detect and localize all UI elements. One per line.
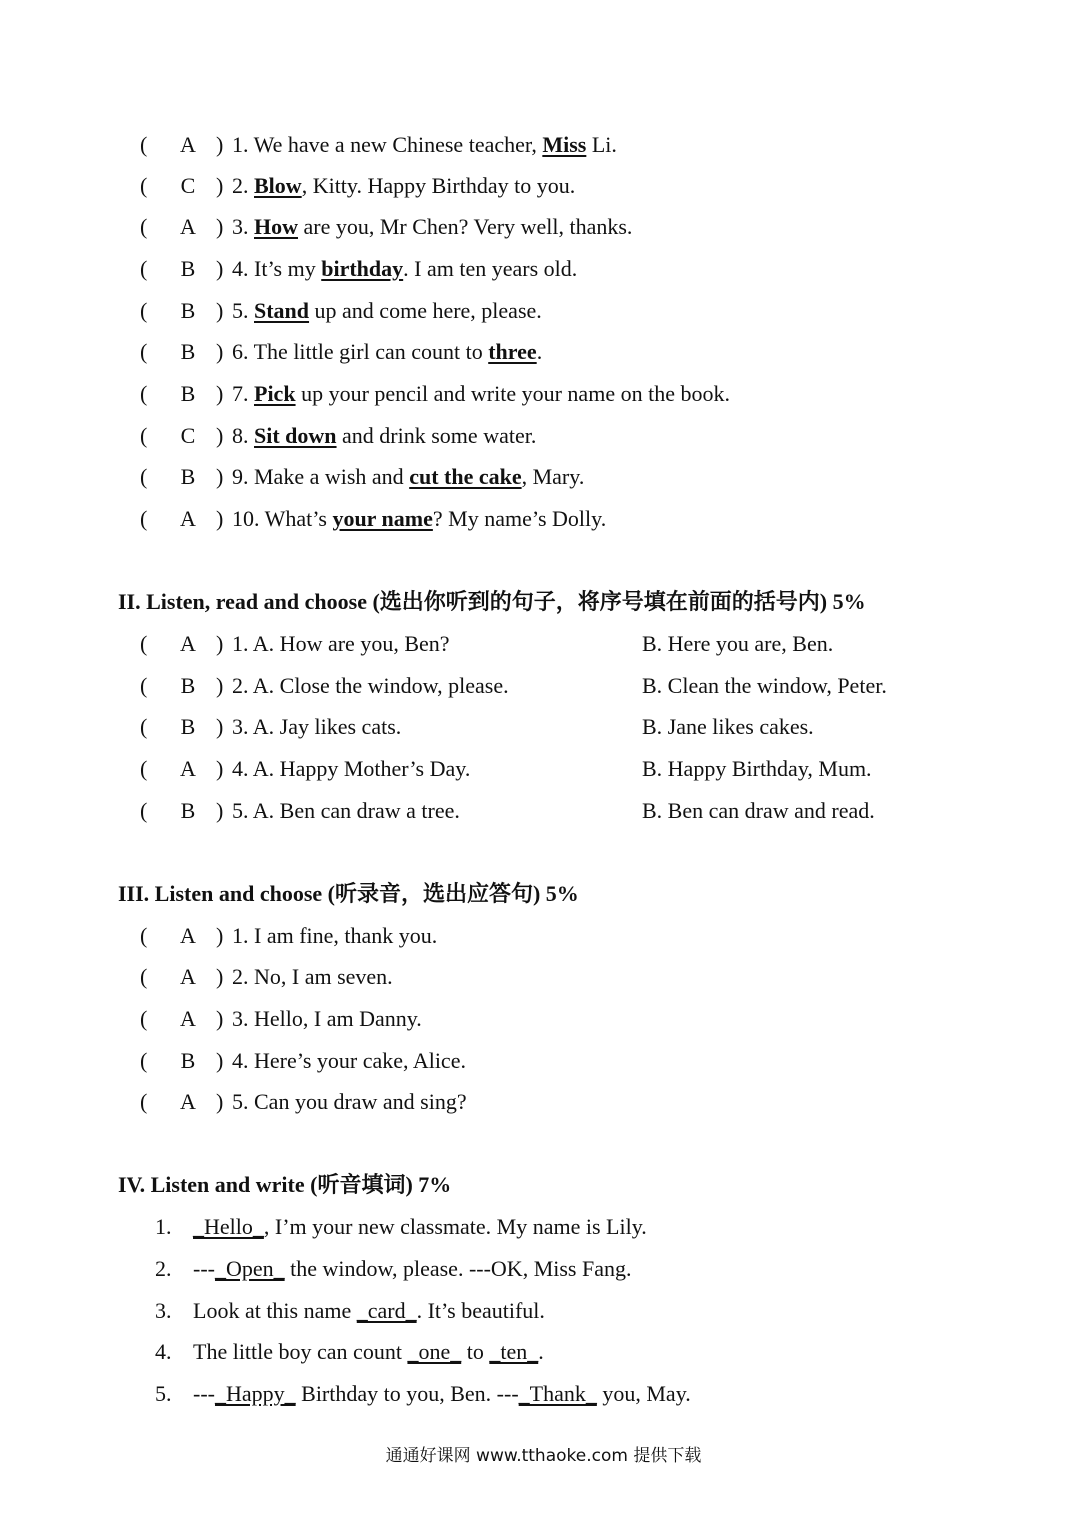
close-paren: ) — [216, 423, 224, 448]
filled-blank: _Hello_ — [193, 1214, 264, 1239]
key-word: How — [254, 214, 298, 239]
fill-sentence: ---_Open_ the window, please. ---OK, Miss Fang. — [193, 1256, 632, 1281]
question-text: 1. We have a new Chinese teacher, Miss Li. — [232, 132, 617, 157]
answer: A — [180, 214, 196, 239]
question-text: 9. Make a wish and cut the cake, Mary. — [232, 464, 585, 489]
close-paren: ) — [216, 964, 224, 989]
item-number: 1. — [155, 1214, 172, 1239]
item-number: 5. — [155, 1381, 172, 1406]
open-paren: ( — [140, 464, 148, 489]
close-paren: ) — [216, 214, 224, 239]
open-paren: ( — [140, 1089, 148, 1114]
close-paren: ) — [216, 923, 224, 948]
open-paren: ( — [140, 1048, 148, 1073]
open-paren: ( — [140, 423, 148, 448]
close-paren: ) — [216, 714, 224, 739]
answer: B — [180, 1048, 196, 1073]
key-word: cut the cake — [409, 464, 522, 489]
question-text: 4. It’s my birthday. I am ten years old. — [232, 256, 578, 281]
open-paren: ( — [140, 923, 148, 948]
option-a: 4. A. Happy Mother’s Day. — [232, 756, 471, 781]
question-text: 3. How are you, Mr Chen? Very well, thanks. — [232, 214, 633, 239]
answer: A — [180, 506, 196, 531]
page-footer: 通通好课网 www.tthaoke.com 提供下载 — [385, 1446, 702, 1466]
answer: C — [180, 423, 196, 448]
option-b: B. Jane likes cakes. — [642, 714, 814, 739]
answer: B — [180, 464, 196, 489]
section-4-heading: IV. Listen and write (听音填词) 7% — [118, 1172, 452, 1197]
answer: B — [180, 339, 196, 364]
key-word: Miss — [542, 132, 587, 157]
open-paren: ( — [140, 256, 148, 281]
question-text: 5. Stand up and come here, please. — [232, 298, 542, 323]
open-paren: ( — [140, 714, 148, 739]
answer: A — [180, 923, 196, 948]
answer: A — [180, 1006, 196, 1031]
question-text: 6. The little girl can count to three. — [232, 339, 543, 364]
option-a: 1. A. How are you, Ben? — [232, 631, 450, 656]
item-number: 4. — [155, 1339, 172, 1364]
close-paren: ) — [216, 132, 224, 157]
answer: B — [180, 673, 196, 698]
filled-blank: _card_ — [356, 1298, 417, 1323]
key-word: Stand — [254, 298, 310, 323]
key-word: Pick — [254, 381, 296, 406]
fill-sentence: Look at this name _card_. It’s beautiful. — [193, 1298, 545, 1323]
close-paren: ) — [216, 1006, 224, 1031]
answer: B — [180, 798, 196, 823]
answer: A — [180, 631, 196, 656]
close-paren: ) — [216, 464, 224, 489]
close-paren: ) — [216, 631, 224, 656]
open-paren: ( — [140, 298, 148, 323]
close-paren: ) — [216, 756, 224, 781]
open-paren: ( — [140, 673, 148, 698]
answer: A — [180, 1089, 196, 1114]
key-word: Sit down — [254, 423, 337, 448]
question-text: 8. Sit down and drink some water. — [232, 423, 537, 448]
answer: B — [180, 381, 196, 406]
close-paren: ) — [216, 173, 224, 198]
open-paren: ( — [140, 214, 148, 239]
open-paren: ( — [140, 798, 148, 823]
response-text: 5. Can you draw and sing? — [232, 1089, 467, 1114]
key-word: Blow — [254, 173, 302, 198]
question-text: 2. Blow, Kitty. Happy Birthday to you. — [232, 173, 576, 198]
question-text: 7. Pick up your pencil and write your name on the book. — [232, 381, 730, 406]
answer: B — [180, 714, 196, 739]
answer: A — [180, 132, 196, 157]
option-a: 5. A. Ben can draw a tree. — [232, 798, 460, 823]
response-text: 3. Hello, I am Danny. — [232, 1006, 422, 1031]
response-text: 2. No, I am seven. — [232, 964, 393, 989]
close-paren: ) — [216, 1089, 224, 1114]
question-text: 10. What’s your name? My name’s Dolly. — [232, 506, 607, 531]
item-number: 2. — [155, 1256, 172, 1281]
filled-blank: _one_ — [407, 1339, 462, 1364]
answer: A — [180, 756, 196, 781]
close-paren: ) — [216, 506, 224, 531]
open-paren: ( — [140, 631, 148, 656]
response-text: 4. Here’s your cake, Alice. — [232, 1048, 466, 1073]
close-paren: ) — [216, 298, 224, 323]
open-paren: ( — [140, 339, 148, 364]
close-paren: ) — [216, 1048, 224, 1073]
answer: C — [180, 173, 196, 198]
filled-blank: _Open_ — [214, 1256, 285, 1281]
open-paren: ( — [140, 1006, 148, 1031]
key-word: birthday — [321, 256, 404, 281]
option-a: 3. A. Jay likes cats. — [232, 714, 402, 739]
open-paren: ( — [140, 756, 148, 781]
open-paren: ( — [140, 964, 148, 989]
key-word: your name — [332, 506, 433, 531]
close-paren: ) — [216, 673, 224, 698]
open-paren: ( — [140, 132, 148, 157]
option-b: B. Here you are, Ben. — [642, 631, 834, 656]
answer: B — [180, 298, 196, 323]
answer: A — [180, 964, 196, 989]
filled-blank: _ten_ — [489, 1339, 539, 1364]
option-b: B. Ben can draw and read. — [642, 798, 875, 823]
close-paren: ) — [216, 339, 224, 364]
close-paren: ) — [216, 798, 224, 823]
fill-sentence: _Hello_, I’m your new classmate. My name is Lily. — [193, 1214, 647, 1239]
response-text: 1. I am fine, thank you. — [232, 923, 438, 948]
section-3-heading: III. Listen and choose (听录音，选出应答句) 5% — [118, 881, 579, 906]
filled-blank: _Happy_ — [214, 1381, 296, 1406]
option-a: 2. A. Close the window, please. — [232, 673, 509, 698]
item-number: 3. — [155, 1298, 172, 1323]
open-paren: ( — [140, 381, 148, 406]
filled-blank: _Thank_ — [518, 1381, 597, 1406]
close-paren: ) — [216, 256, 224, 281]
section-2-heading: II. Listen, read and choose (选出你听到的句子，将序号填在前面的括号内) 5% — [118, 589, 866, 614]
fill-sentence: ---_Happy_ Birthday to you, Ben. ---_Thank_ you, May. — [193, 1381, 691, 1406]
key-word: three — [488, 339, 537, 364]
open-paren: ( — [140, 173, 148, 198]
option-b: B. Clean the window, Peter. — [642, 673, 887, 698]
fill-sentence: The little boy can count _one_ to _ten_. — [193, 1339, 544, 1364]
option-b: B. Happy Birthday, Mum. — [642, 756, 872, 781]
close-paren: ) — [216, 381, 224, 406]
answer: B — [180, 256, 196, 281]
open-paren: ( — [140, 506, 148, 531]
